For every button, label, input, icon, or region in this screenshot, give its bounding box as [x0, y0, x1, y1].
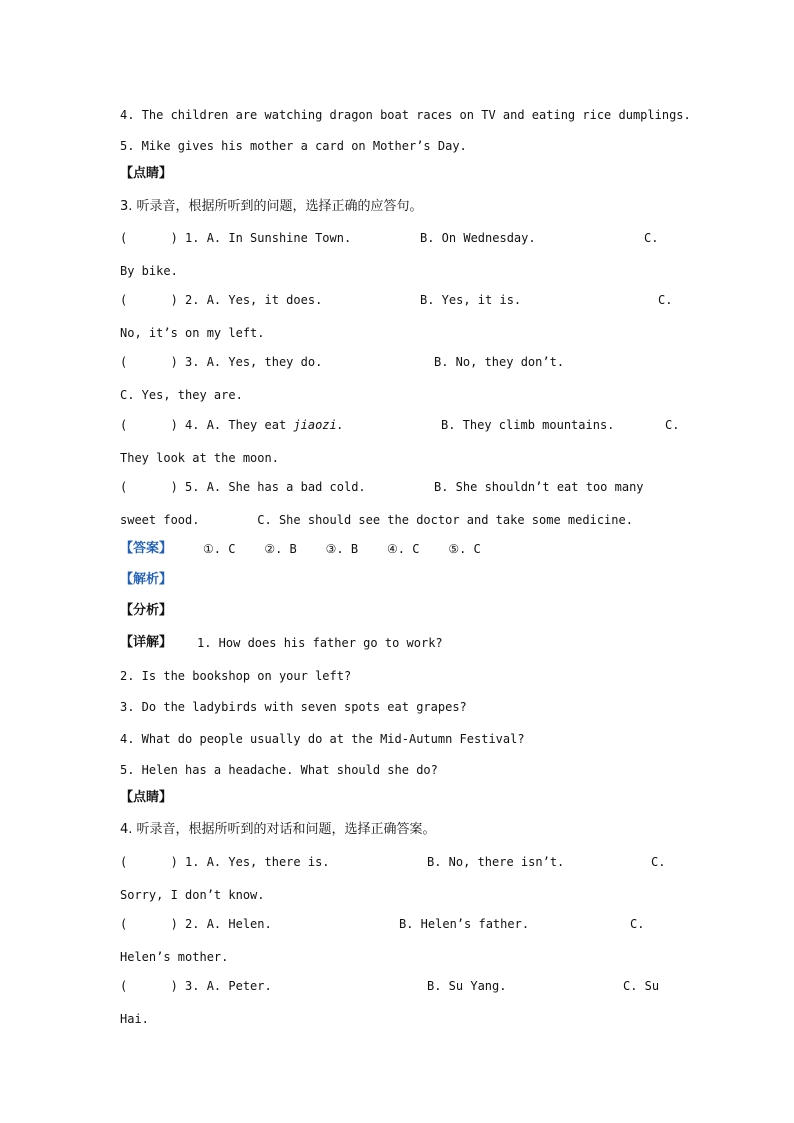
q3-3-option-b: B. No, they don’t.: [434, 355, 565, 369]
q4-1-option-c: C.: [651, 855, 666, 869]
q3-1-continuation: By bike.: [120, 264, 178, 278]
section-4-title: 4. 听录音，根据所听到的对话和问题，选择正确答案。: [120, 822, 436, 837]
q4-1-head: ( ) 1. A. Yes, there is.: [120, 855, 330, 869]
q3-3-continuation: C. Yes, they are.: [120, 388, 243, 402]
q3-4-option-c: C.: [665, 418, 680, 432]
q3-4-head: [120, 417, 344, 433]
q4-1-option-b: B. No, there isn’t.: [427, 855, 565, 869]
q4-2-option-b: B. Helen’s father.: [399, 917, 530, 931]
detail-5: 5. Helen has a headache. What should she do?: [120, 763, 438, 777]
q4-3-option-b: B. Su Yang.: [427, 979, 507, 993]
q3-4-option-b: B. They climb mountains.: [441, 418, 615, 432]
detail-3: 3. Do the ladybirds with seven spots eat grapes?: [120, 700, 467, 714]
q3-2-option-b: B. Yes, it is.: [420, 293, 522, 307]
q4-2-option-c: C.: [630, 917, 645, 931]
q3-3-head: ( ) 3. A. Yes, they do.: [120, 355, 323, 369]
q3-4-head-text: ( ) 4. A. They eat: [120, 418, 294, 432]
q4-1-continuation: Sorry, I don’t know.: [120, 888, 265, 902]
detail-2: 2. Is the bookshop on your left?: [120, 669, 352, 683]
q3-1-option-c: C.: [644, 231, 659, 245]
q3-5-continuation: sweet food. C. She should see the doctor and take some medicine.: [120, 513, 633, 527]
detail-4: 4. What do people usually do at the Mid-Autumn Festival?: [120, 732, 525, 746]
q4-3-continuation: Hai.: [120, 1012, 149, 1026]
line-5: 5. Mike gives his mother a card on Mother’s Day.: [120, 139, 467, 153]
answer-tag: 【答案】: [120, 541, 173, 556]
answer-values: ①. C ②. B ③. B ④. C ⑤. C: [203, 542, 481, 556]
xiangjie-tag: 【详解】: [120, 635, 173, 650]
q3-2-option-c: C.: [658, 293, 673, 307]
q3-2-continuation: No, it’s on my left.: [120, 326, 265, 340]
line-4: 4. The children are watching dragon boat races on TV and eating rice dumplings.: [120, 108, 691, 122]
q3-2-head: ( ) 2. A. Yes, it does.: [120, 293, 323, 307]
dianjing-tag-1: 【点睛】: [120, 166, 173, 181]
q4-2-head: ( ) 2. A. Helen.: [120, 917, 272, 931]
q4-3-option-c: C. Su: [623, 979, 660, 993]
q3-4-continuation: They look at the moon.: [120, 451, 279, 465]
detail-1: 1. How does his father go to work?: [197, 636, 443, 650]
q3-5-option-b: B. She shouldn’t eat too many: [434, 480, 644, 494]
q3-4-head-italic: jiaozi.: [293, 418, 344, 432]
q3-1-head: ( ) 1. A. In Sunshine Town.: [120, 231, 352, 245]
q3-1-option-b: B. On Wednesday.: [420, 231, 536, 245]
jiexi-tag: 【解析】: [120, 572, 173, 587]
section-3-title: 3. 听录音，根据所听到的问题，选择正确的应答句。: [120, 199, 423, 214]
q3-5-head: ( ) 5. A. She has a bad cold.: [120, 480, 366, 494]
dianjing-tag-2: 【点睛】: [120, 790, 173, 805]
q4-3-head: ( ) 3. A. Peter.: [120, 979, 272, 993]
fenxi-tag: 【分析】: [120, 603, 173, 618]
q4-2-continuation: Helen’s mother.: [120, 950, 229, 964]
